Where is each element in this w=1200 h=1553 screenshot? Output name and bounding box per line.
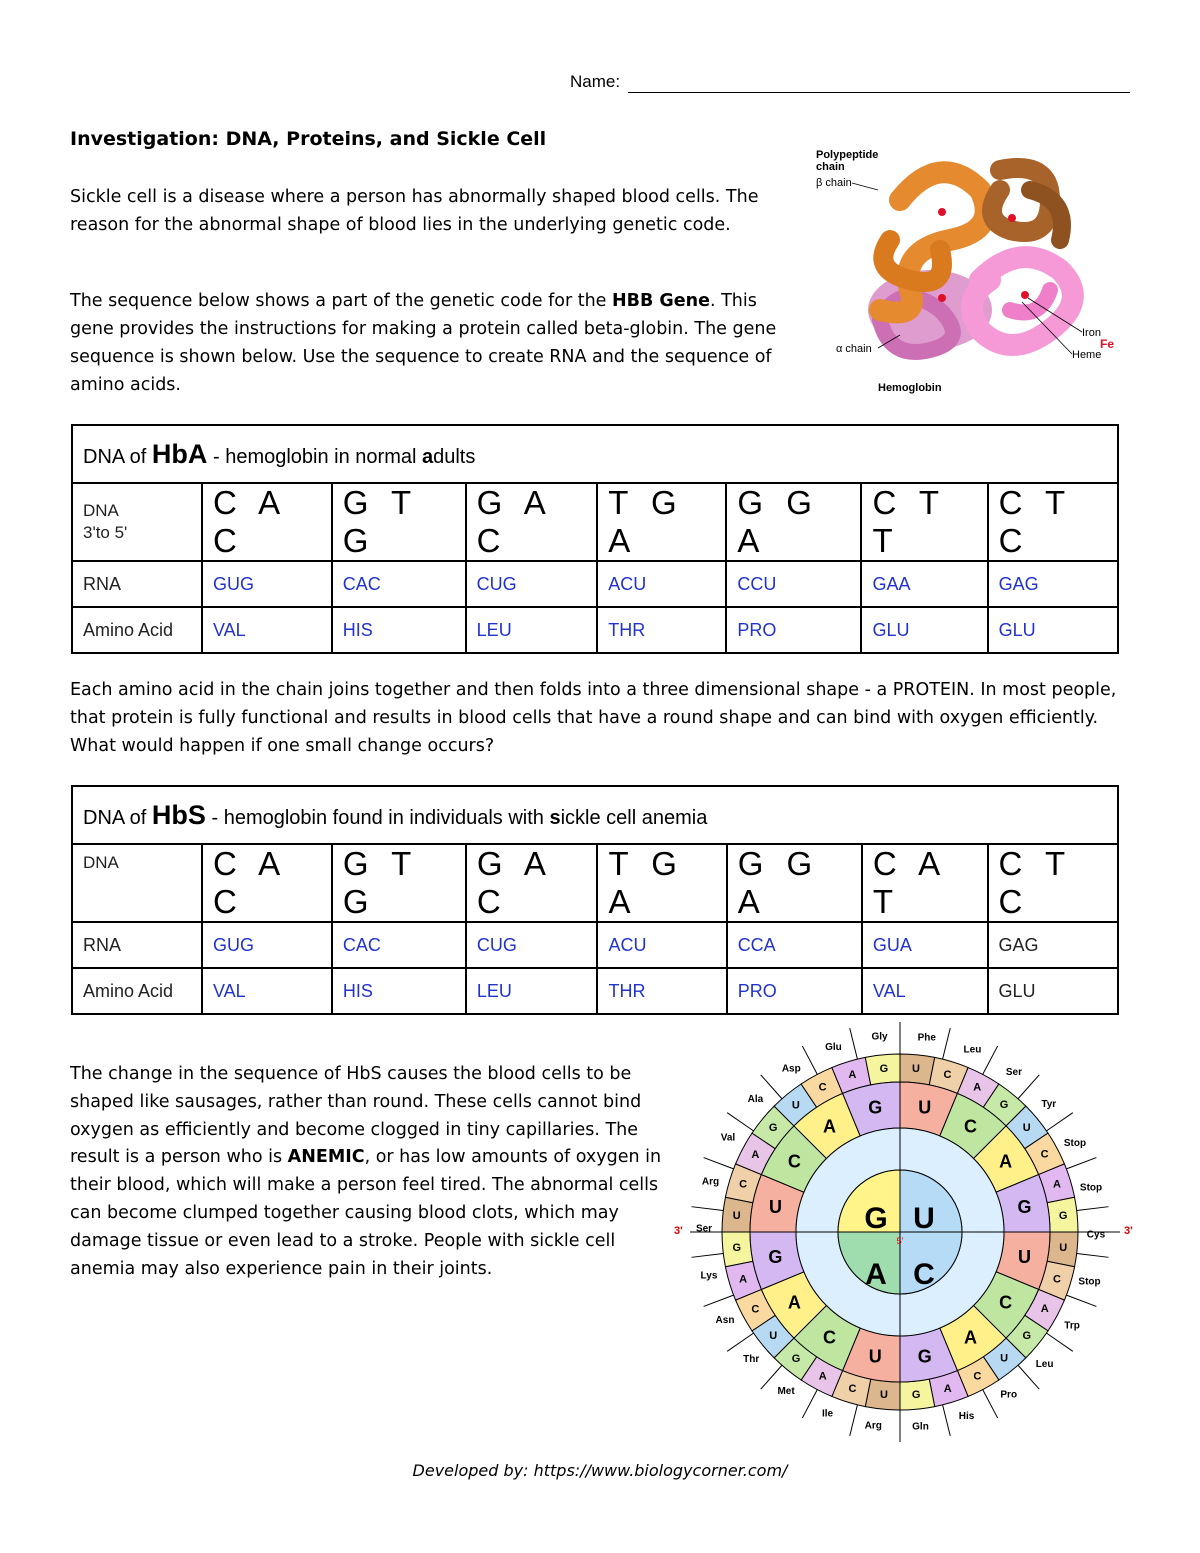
three-prime-right: 3': [1124, 1225, 1133, 1237]
amino-acid-label: Ala: [747, 1094, 764, 1106]
third-base-letter: A: [1052, 1178, 1061, 1191]
amino-acid-label: Val: [720, 1132, 736, 1144]
dna-codon: G A C: [466, 844, 598, 922]
second-base-letter: A: [822, 1116, 836, 1137]
wheel-spoke: [1046, 1113, 1072, 1131]
wheel-spoke: [704, 1158, 734, 1169]
hbs-dna-row: [72, 844, 1118, 922]
second-base-letter: U: [918, 1097, 932, 1118]
rna-answer[interactable]: ACU: [597, 922, 726, 968]
aa-answer[interactable]: PRO: [726, 607, 861, 653]
wheel-spoke: [1077, 1253, 1109, 1257]
third-base-letter: A: [818, 1370, 827, 1383]
third-base-letter: A: [1040, 1303, 1049, 1316]
second-base-letter: C: [964, 1116, 978, 1137]
amino-acid-label: Leu: [1035, 1358, 1054, 1370]
wheel-spoke: [692, 1207, 724, 1211]
hbb-gene-label: HBB Gene: [612, 291, 710, 311]
rna-row-label: RNA: [72, 561, 202, 607]
rna-row-label: RNA: [72, 922, 202, 968]
aa-answer[interactable]: LEU: [466, 968, 598, 1014]
wheel-spoke: [983, 1046, 998, 1074]
third-base-letter: C: [1052, 1273, 1061, 1286]
amino-acid-label: Asn: [715, 1314, 735, 1326]
amino-acid-label: His: [958, 1410, 975, 1422]
amino-acid-label: Pro: [1000, 1389, 1018, 1401]
amino-acid-label: Phe: [917, 1032, 936, 1044]
conclusion-text: The change in the sequence of HbS causes the blood cells to be shaped like sausages, rather than round. These cells cannot bind oxygen as efficiently and become clogged in tiny capillaries. The result is a person who is: [70, 1064, 642, 1168]
amino-acid-label: Gln: [912, 1421, 929, 1433]
aa-answer[interactable]: THR: [597, 607, 726, 653]
aa-answer[interactable]: VAL: [862, 968, 988, 1014]
wheel-spoke: [1018, 1075, 1039, 1099]
third-base-letter: C: [1040, 1148, 1049, 1161]
wheel-spoke: [692, 1253, 724, 1257]
conclusion-text-cont: , or has low amounts of oxygen in their blood, which will make a person feel tired. The abnormal cells can become clumped together causing blood clots, which may damage tissue or even lead to a stroke. People with sickle cell anemia may also experience pain in their joints.: [70, 1147, 662, 1279]
dna-row-label: DNA: [72, 844, 202, 922]
third-base-letter: G: [911, 1389, 921, 1402]
third-base-letter: U: [769, 1330, 778, 1343]
third-base-letter: U: [791, 1099, 800, 1112]
codon-wheel-graphic: [690, 1022, 1120, 1442]
third-base-letter: G: [879, 1062, 889, 1075]
amino-acid-label: Arg: [864, 1420, 882, 1432]
second-base-letter: C: [787, 1151, 801, 1172]
third-base-letter: U: [1000, 1352, 1009, 1365]
amino-acid-label: Stop: [1063, 1138, 1087, 1150]
rna-answer[interactable]: CCU: [726, 561, 861, 607]
third-base-letter: G: [768, 1122, 778, 1135]
rna-answer[interactable]: CCA: [727, 922, 862, 968]
amino-acid-label: Stop: [1079, 1182, 1103, 1194]
wheel-spoke: [1046, 1333, 1072, 1351]
rna-answer[interactable]: GAG: [988, 922, 1118, 968]
iron-label: Iron: [1082, 327, 1101, 339]
aa-answer[interactable]: PRO: [727, 968, 862, 1014]
rna-answer[interactable]: ACU: [597, 561, 726, 607]
center-base-g: G: [864, 1202, 888, 1235]
hba-aa-row: [72, 607, 1118, 653]
center-base-u: U: [913, 1202, 935, 1235]
second-base-letter: C: [999, 1292, 1013, 1313]
center-base-a: A: [865, 1258, 887, 1291]
dna-codon: C A T: [862, 844, 988, 922]
aa-row-label: Amino Acid: [72, 968, 202, 1014]
amino-acid-label: Trp: [1064, 1320, 1080, 1332]
name-label: Name:: [570, 72, 621, 91]
conclusion-paragraph: [70, 1061, 670, 1283]
intro-text-cont: . This gene provides the instructions for making a protein called beta-globin. The gene sequence is shown below. Use the sequence to create RNA and the sequence of amino acids.: [70, 291, 777, 395]
aa-answer[interactable]: VAL: [202, 968, 332, 1014]
hbs-header-pre: DNA of: [83, 806, 152, 829]
alpha-chain-label: α chain: [836, 343, 872, 355]
third-base-letter: U: [1022, 1121, 1031, 1134]
second-base-letter: U: [1018, 1246, 1032, 1267]
aa-answer[interactable]: HIS: [332, 607, 466, 653]
hbs-header-bold: s: [549, 806, 561, 829]
third-base-letter: A: [751, 1148, 760, 1161]
dna-codon: G T G: [332, 844, 466, 922]
dna-direction: 3'to 5': [83, 523, 128, 542]
rna-answer[interactable]: CUG: [466, 922, 598, 968]
hbs-rna-row: [72, 922, 1118, 968]
hbs-header: [72, 786, 1118, 844]
dna-label: DNA: [83, 501, 119, 520]
anemic-label: ANEMIC: [287, 1147, 365, 1168]
dna-codon: C A C: [202, 483, 332, 561]
hemoglobin-caption: Hemoglobin: [878, 382, 942, 394]
third-base-letter: G: [999, 1099, 1009, 1112]
dna-codon: G T G: [332, 483, 466, 561]
second-base-letter: G: [917, 1346, 932, 1367]
hemoglobin-figure: [800, 140, 1130, 400]
third-base-letter: U: [880, 1389, 888, 1402]
hba-header-end: dults: [433, 445, 476, 468]
beta-pointer: [852, 183, 878, 190]
hba-header-pre: DNA of: [83, 445, 152, 468]
aa-answer[interactable]: GLU: [988, 607, 1118, 653]
rna-answer[interactable]: GUG: [202, 922, 332, 968]
third-base-letter: U: [1059, 1242, 1068, 1255]
third-base-letter: C: [973, 1370, 982, 1383]
dna-codon: T G A: [597, 483, 726, 561]
wheel-spoke: [943, 1028, 951, 1059]
third-base-letter: C: [739, 1178, 748, 1191]
second-base-letter: U: [868, 1346, 882, 1367]
wheel-spoke: [1066, 1295, 1096, 1306]
rna-answer[interactable]: CAC: [332, 561, 466, 607]
hbs-label: HbS: [151, 799, 206, 830]
third-base-letter: A: [973, 1081, 982, 1094]
second-base-letter: A: [787, 1292, 801, 1313]
fe-label: Fe: [1100, 337, 1115, 351]
rna-answer[interactable]: GUG: [202, 561, 332, 607]
amino-acid-label: Met: [777, 1385, 795, 1397]
intro-paragraph-2: [70, 287, 800, 399]
dna-codon: G G A: [727, 844, 862, 922]
third-base-letter: G: [791, 1352, 801, 1365]
name-field[interactable]: [628, 92, 1130, 93]
wheel-spoke: [727, 1333, 753, 1351]
third-base-letter: G: [1022, 1329, 1032, 1342]
third-base-letter: A: [848, 1069, 857, 1082]
aa-answer[interactable]: LEU: [466, 607, 598, 653]
amino-acid-label: Asp: [781, 1063, 801, 1075]
amino-acid-label: Cys: [1086, 1229, 1106, 1241]
dna-codon: G G A: [726, 483, 861, 561]
amino-acid-label: Stop: [1078, 1276, 1101, 1288]
amino-acid-label: Arg: [701, 1176, 720, 1188]
dna-codon: T G A: [597, 844, 726, 922]
aa-answer[interactable]: HIS: [332, 968, 466, 1014]
aa-answer[interactable]: GLU: [861, 607, 987, 653]
page-title: Investigation: DNA, Proteins, and Sickle Cell: [70, 128, 547, 150]
beta-chain-label: β chain: [816, 177, 852, 189]
dna-codon: G A C: [466, 483, 598, 561]
rna-answer[interactable]: GUA: [862, 922, 988, 968]
rna-answer[interactable]: GAG: [988, 561, 1118, 607]
third-base-letter: G: [1058, 1209, 1068, 1222]
third-base-letter: C: [818, 1081, 827, 1094]
intro-text: The sequence below shows a part of the genetic code for the: [70, 291, 612, 311]
third-base-letter: G: [732, 1242, 742, 1255]
intro-paragraph-1: Sickle cell is a disease where a person has abnormally shaped blood cells. The reason for the abnormal shape of blood lies in the underlying genetic code.: [70, 187, 759, 235]
wheel-spoke: [943, 1405, 951, 1436]
hba-header-bold: a: [421, 445, 434, 468]
five-prime-label: 5': [896, 1236, 904, 1246]
center-base-c: C: [913, 1258, 935, 1291]
third-base-letter: A: [739, 1273, 748, 1286]
third-base-letter: C: [943, 1069, 952, 1082]
rna-answer[interactable]: CUG: [466, 561, 598, 607]
aa-answer[interactable]: GLU: [988, 968, 1118, 1014]
wheel-spoke: [704, 1295, 734, 1306]
codon-wheel: [672, 1022, 1150, 1467]
second-base-letter: U: [768, 1197, 782, 1218]
wheel-spoke: [983, 1390, 998, 1418]
amino-acid-label: Gly: [871, 1031, 888, 1043]
aa-answer[interactable]: THR: [597, 968, 726, 1014]
wheel-spoke: [1077, 1207, 1109, 1211]
hba-header: [72, 425, 1118, 483]
hba-rna-row: [72, 561, 1118, 607]
amino-acid-label: Thr: [743, 1354, 760, 1366]
second-base-letter: G: [868, 1097, 883, 1118]
aa-answer[interactable]: VAL: [202, 607, 332, 653]
wheel-spoke: [802, 1390, 817, 1418]
amino-acid-label: Ile: [821, 1408, 834, 1420]
dna-codon: C T C: [988, 844, 1118, 922]
second-base-letter: A: [964, 1327, 978, 1348]
wheel-spoke: [761, 1075, 782, 1099]
third-base-letter: C: [848, 1382, 857, 1395]
hemoglobin-illustration: [868, 168, 1073, 352]
third-base-letter: U: [732, 1209, 741, 1222]
dna-codon: C T C: [988, 483, 1118, 561]
hbs-header-end: ickle cell anemia: [560, 806, 708, 829]
rna-answer[interactable]: CAC: [332, 922, 466, 968]
wheel-spoke: [850, 1405, 858, 1436]
hbs-header-post: - hemoglobin found in individuals with: [205, 806, 550, 829]
wheel-spoke: [802, 1046, 817, 1074]
second-base-letter: G: [1017, 1197, 1032, 1218]
amino-acid-label: Ser: [1005, 1067, 1022, 1079]
aa-row-label: Amino Acid: [72, 607, 202, 653]
heme-label: Heme: [1072, 349, 1102, 361]
chain-label: chain: [816, 161, 845, 173]
three-prime-left: 3': [674, 1225, 683, 1237]
footer-credit: Developed by: https://www.biologycorner.com/: [412, 1461, 788, 1480]
wheel-spoke: [850, 1028, 858, 1059]
third-base-letter: U: [912, 1062, 920, 1075]
second-base-letter: A: [999, 1151, 1013, 1172]
hbs-aa-row: [72, 968, 1118, 1014]
third-base-letter: C: [751, 1303, 760, 1316]
second-base-letter: G: [768, 1246, 783, 1267]
amino-acid-label: Tyr: [1041, 1098, 1057, 1110]
hba-table: [71, 424, 1119, 654]
hba-header-post: - hemoglobin in normal: [207, 445, 422, 468]
polypeptide-label: Polypeptide: [816, 149, 879, 161]
hbs-table: [71, 785, 1119, 1015]
amino-acid-label: Leu: [963, 1044, 982, 1056]
third-base-letter: A: [943, 1382, 952, 1395]
rna-answer[interactable]: GAA: [861, 561, 987, 607]
wheel-spoke: [1066, 1158, 1096, 1169]
amino-acid-label: Lys: [700, 1270, 718, 1282]
middle-paragraph: Each amino acid in the chain joins together and then folds into a three dimensional shape - a PROTEIN. In most people, that protein is fully functional and results in blood cells that have a round shape and can bind with oxygen efficiently. What would happen if one small change occurs?: [70, 680, 1117, 756]
amino-acid-label: Glu: [825, 1042, 842, 1054]
dna-row-label: [72, 483, 202, 561]
hba-dna-row: [72, 483, 1118, 561]
hba-label: HbA: [151, 438, 208, 469]
amino-acid-label: Ser: [695, 1223, 713, 1235]
dna-codon: C A C: [202, 844, 332, 922]
second-base-letter: C: [822, 1327, 836, 1348]
dna-codon: C T T: [861, 483, 987, 561]
wheel-spoke: [727, 1113, 753, 1131]
